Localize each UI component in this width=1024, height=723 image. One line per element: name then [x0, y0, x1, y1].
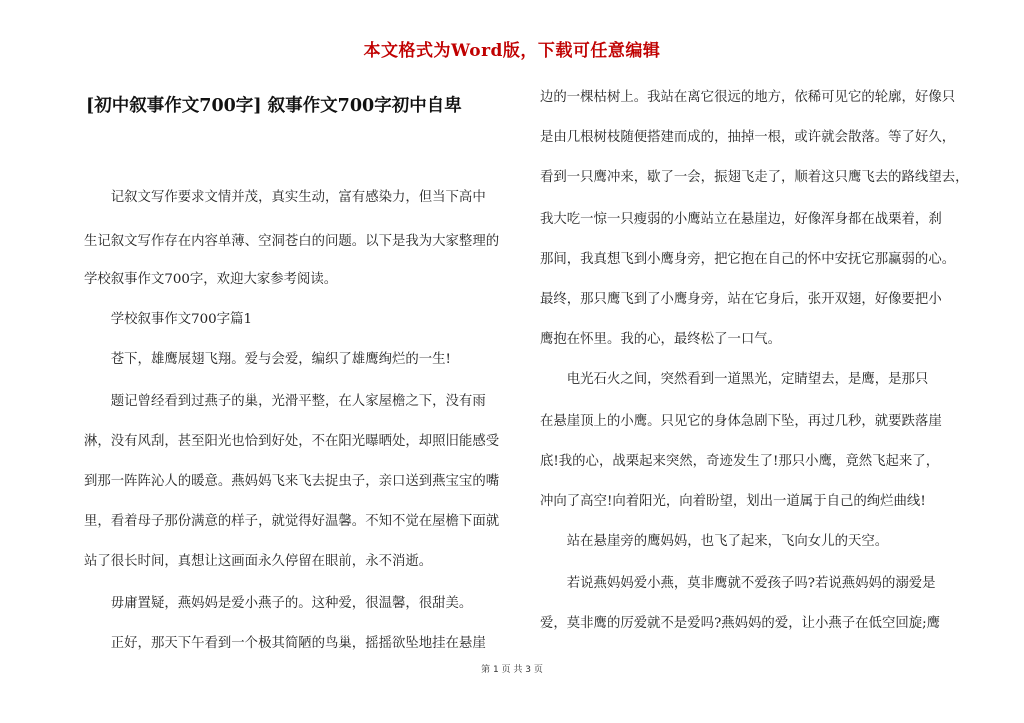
text-line: 站了很长时间，真想让这画面永久停留在眼前，永不消逝。	[84, 554, 433, 569]
text-line: 边的一棵枯树上。我站在离它很远的地方，依稀可见它的轮廓，好像只	[540, 90, 956, 105]
text-line: 毋庸置疑，燕妈妈是爱小燕子的。这种爱，很温馨，很甜美。	[84, 596, 473, 611]
section-heading: 学校叙事作文700字篇1	[84, 312, 252, 327]
text-line: 站在悬崖旁的鹰妈妈，也飞了起来，飞向女儿的天空。	[540, 534, 889, 549]
text-line: 看到一只鹰冲来，歇了一会，振翅飞走了，顺着这只鹰飞去的路线望去，	[540, 170, 969, 185]
text-line: 底!我的心，战栗起来突然，奇迹发生了!那只小鹰，竟然飞起来了，	[540, 454, 940, 469]
text-line: 题记曾经看到过燕子的巢，光滑平整，在人家屋檐之下，没有雨	[84, 394, 486, 409]
text-line: 是由几根树枝随便搭建而成的，抽掉一根，或许就会散落。等了好久，	[540, 130, 956, 145]
page-number-footer: 第 1 页 共 3 页	[481, 665, 543, 675]
text-line: 到那一阵阵沁人的暖意。燕妈妈飞来飞去捉虫子，亲口送到燕宝宝的嘴	[84, 474, 500, 489]
text-line: 生记叙文写作存在内容单薄、空洞苍白的问题。以下是我为大家整理的	[84, 234, 500, 249]
document-title: [初中叙事作文700字] 叙事作文700字初中自卑	[86, 96, 462, 116]
text-line: 鹰抱在怀里。我的心，最终松了一口气。	[540, 332, 782, 347]
text-line: 苍下，雄鹰展翅飞翔。爱与会爱，编织了雄鹰绚烂的一生!	[84, 352, 451, 367]
text-line: 记叙文写作要求文情并茂，真实生动，富有感染力，但当下高中	[84, 190, 486, 205]
text-line: 最终，那只鹰飞到了小鹰身旁，站在它身后，张开双翅，好像要把小	[540, 292, 942, 307]
text-line: 里，看着母子那份满意的样子，就觉得好温馨。不知不觉在屋檐下面就	[84, 514, 500, 529]
text-line: 学校叙事作文700字，欢迎大家参考阅读。	[84, 272, 338, 287]
text-line: 正好，那天下午看到一个极其简陋的鸟巢，摇摇欲坠地挂在悬崖	[84, 636, 486, 651]
text-line: 冲向了高空!向着阳光，向着盼望，划出一道属于自己的绚烂曲线!	[540, 494, 926, 509]
text-line: 电光石火之间，突然看到一道黑光，定睛望去，是鹰，是那只	[540, 372, 929, 387]
text-line: 在悬崖顶上的小鹰。只见它的身体急剧下坠，再过几秒，就要跌落崖	[540, 414, 942, 429]
text-line: 爱，莫非鹰的厉爱就不是爱吗?燕妈妈的爱，让小燕子在低空回旋;鹰	[540, 616, 941, 631]
word-format-banner: 本文格式为Word版，下载可任意编辑	[363, 41, 661, 61]
text-line: 若说燕妈妈爱小燕，莫非鹰就不爱孩子吗?若说燕妈妈的溺爱是	[540, 576, 936, 591]
text-line: 那间，我真想飞到小鹰身旁，把它抱在自己的怀中安抚它那赢弱的心。	[540, 252, 956, 267]
text-line: 淋，没有风刮，甚至阳光也恰到好处，不在阳光曝晒处，却照旧能感受	[84, 434, 500, 449]
text-line: 我大吃一惊一只瘦弱的小鹰站立在悬崖边，好像浑身都在战栗着，刹	[540, 212, 942, 227]
